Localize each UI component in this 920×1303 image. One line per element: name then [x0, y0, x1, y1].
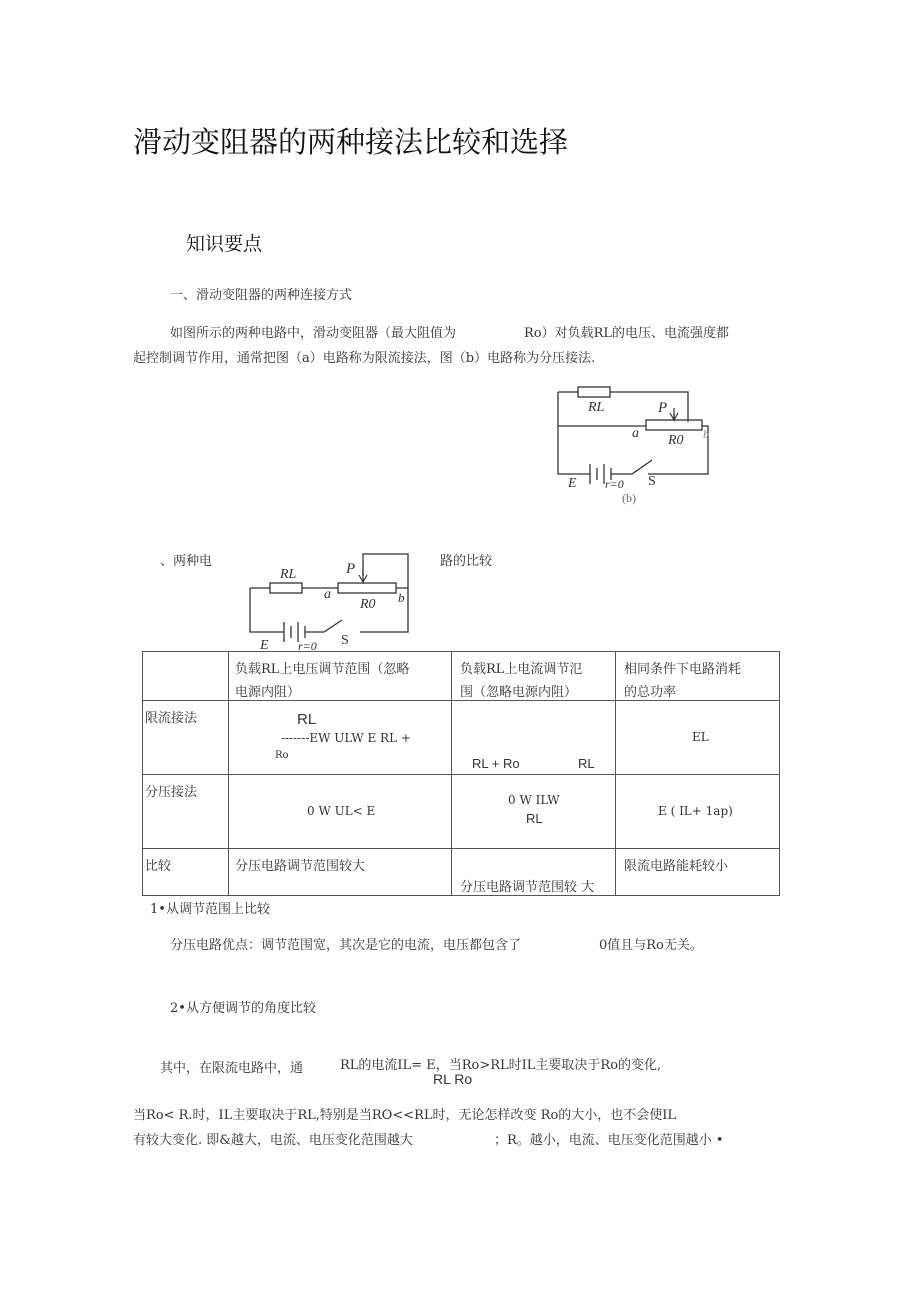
page-title: 滑动变阻器的两种接法比较和选择 — [133, 125, 569, 159]
circuit-a-rl-label: RL — [280, 567, 297, 582]
circuit-a-p-label: P — [346, 561, 356, 577]
circuit-diagram-b — [548, 382, 718, 510]
slider-arrow-icon — [359, 570, 367, 582]
circuit-b-b-label: b — [703, 427, 709, 441]
point2-line2: 当Ro< R.时，IL主要取决于RL,特别是当RO<<RL时，无论怎样改变 Ro的大小，也不会使IL — [133, 1108, 677, 1123]
section-heading: 知识要点 — [186, 233, 263, 255]
cell-limiting-power: EL — [616, 701, 780, 775]
circuit-diagram-a — [238, 546, 418, 654]
point2-line-b: RL的电流IL= E，当Ro>RL时IL主要取决于Ro的变化, — [340, 1058, 662, 1073]
cell-divider-voltage: 0 W UL< E — [229, 775, 452, 849]
cell-compare-voltage: 分压电路调节范围较大 — [229, 849, 452, 896]
point2-denominator: RL Ro — [433, 1071, 473, 1087]
circuit-b-r0-label: R0 — [668, 433, 684, 448]
circuit-a-e-label: E — [260, 638, 269, 653]
row-label-current-limiting: 限流接法 — [143, 701, 229, 775]
cell-divider-current: 0 W ILW RL — [452, 775, 616, 849]
cell-compare-power: 限流电路能耗较小 — [616, 849, 780, 896]
table-header-voltage: 负载RL上电压调节范围（忽略 电源内阻） — [229, 652, 452, 701]
circuit-b-e-label: E — [568, 476, 577, 491]
circuit-a-r-label: r=0 — [298, 639, 317, 653]
table-row — [143, 849, 780, 896]
cell-compare-current: 分压电路调节范围较 大 — [452, 849, 616, 896]
circuit-a-b-label: b — [398, 590, 405, 605]
table-row — [143, 775, 780, 849]
intro-line1-b: Ro）对负载RL的电压、电流强度都 — [524, 326, 730, 341]
table-header-current: 负载RL上电流调节氾 围（忽略电源内阻） — [452, 652, 616, 701]
table-row — [143, 701, 780, 775]
table-header-power: 相同条件下电路消耗 的总功率 — [616, 652, 780, 701]
point2-line3-b: ；R。越小，电流、电压变化范围越小 • — [494, 1133, 724, 1148]
point1-text-b: 0值且与Ro无关。 — [599, 938, 703, 953]
cell-limiting-voltage: RL -------EW ULW E RL + Ro — [229, 701, 452, 775]
table-header-row — [143, 652, 780, 701]
circuit-b-caption: (b) — [622, 491, 636, 505]
point1-heading: 1•从调节范围上比较 — [150, 902, 270, 917]
intro-line2: 起控制调节作用，通常把图（a）电路称为限流接法，图（b）电路称为分压接法. — [133, 351, 596, 366]
subheading-compare-left: 、两种电 — [160, 554, 213, 569]
point1-text-a: 分压电路优点：调节范围宽，其次是它的电流，电压都包含了 — [170, 938, 522, 953]
circuit-b-a-label: a — [632, 426, 639, 441]
subheading-compare-right: 路的比较 — [440, 554, 493, 569]
row-label-comparison: 比较 — [143, 849, 229, 896]
row-label-voltage-divider: 分压接法 — [143, 775, 229, 849]
subheading-connection-methods: 一、滑动变阻器的两种连接方式 — [170, 288, 353, 303]
circuit-b-rl-label: RL — [588, 400, 605, 415]
circuit-b-r-label: r=0 — [605, 477, 624, 491]
circuit-b-p-label: P — [658, 400, 668, 416]
comparison-table — [142, 651, 780, 896]
point2-line-a: 其中，在限流电路中，通 — [160, 1061, 304, 1076]
circuit-b-s-label: S — [648, 474, 656, 489]
slider-arrow-icon — [670, 408, 678, 420]
cell-divider-power: E ( IL+ 1ap) — [616, 775, 780, 849]
point2-heading: 2•从方便调节的角度比较 — [170, 1001, 316, 1016]
cell-limiting-current: RL + Ro RL — [452, 701, 616, 775]
intro-line1-a: 如图所示的两种电路中，滑动变阻器（最大阻值为 — [170, 326, 457, 341]
circuit-a-s-label: S — [341, 633, 349, 648]
circuit-a-a-label: a — [324, 587, 331, 602]
point2-line3-a: 有较大变化. 即&越大，电流、电压变化范围越大 — [133, 1133, 413, 1148]
table-header-empty — [143, 652, 229, 701]
circuit-a-r0-label: R0 — [360, 597, 376, 612]
